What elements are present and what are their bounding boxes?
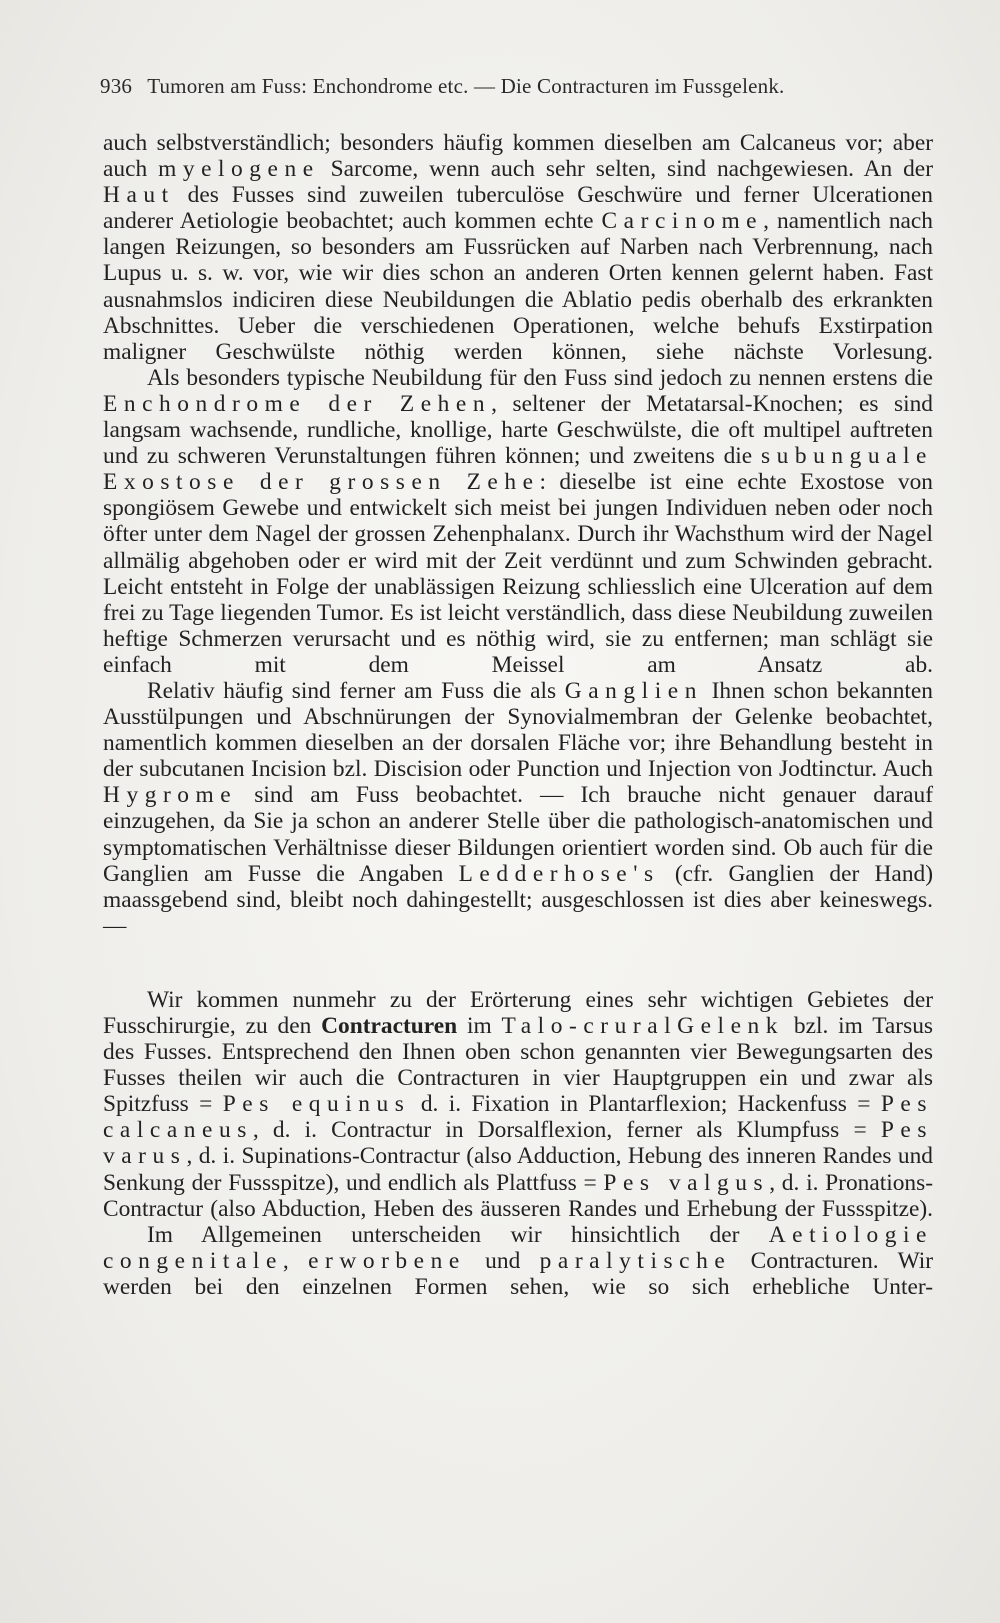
text-run: Ihnen schon bekannten Ausstülpungen und Abschnürungen der Synovialmembran der Gelenke beobachtet, namentlich kommen dieselben an der dorsalen Fläche vor; ihre Behandlung besteht in der subcutanen Incision bzl. Discision oder Punction und Injection von Jodtinctur. Auch [103, 677, 933, 783]
text-run: Relativ häufig sind ferner am Fuss die als [147, 677, 565, 704]
text-run: Als besonders typische Neubildung für den Fuss sind jedoch zu nennen erstens die [147, 364, 933, 391]
running-header [100, 74, 930, 99]
spaced-term: erworbene [308, 1247, 466, 1274]
text-run: (cfr. Ganglien der Hand) maassgebend sind, bleibt noch dahingestellt; ausgeschlossen ist dies aber keineswegs. — [103, 860, 933, 939]
text-run: bzl. im Tarsus des Fusses. Entsprechend den Ihnen oben schon genannten vier Bewegungsarten des Fusses theilen wir auch die Contracturen in vier Hauptgruppen ein und zwar als Spitzfuss = [103, 1013, 933, 1118]
bold-term: Contracturen [321, 1013, 458, 1039]
text-run: , namentlich nach langen Reizungen, so besonders am Fussrücken auf Narben nach Verbrennung, nach Lupus u. s. w. vor, wie wir dies schon an anderen Orten kennen gelernt haben. Fast ausnahmslos indiciren diese Neubildungen die Ablatio pedis oberhalb des erkrankten Abschnittes. Ueber die verschiedenen Operationen, welche behufs Exstirpation maligner Geschwülste nöthig werden können, siehe nächste Vorlesung. [103, 208, 933, 365]
paragraph-contracturen [103, 987, 933, 1222]
spaced-term: Pes valgus [603, 1169, 770, 1196]
text-run: im [457, 1013, 502, 1039]
spaced-term: Ledderhose's [458, 860, 660, 887]
text-run: sind am Fuss beobachtet. — Ich brauche nicht genauer darauf einzugehen, da Sie ja schon an anderer Stelle über die pathologisch-anatomischen und symptomatischen Verhältnisse dieser Bildungen orientiert worden sind. Ob auch für die Ganglien am Fusse die Angaben [103, 782, 933, 887]
text-run: , d. i. Contractur in Dorsalflexion, ferner als Klumpfuss = [252, 1117, 881, 1144]
text-run: Im Allgemeinen unterscheiden wir hinsichtlich der [147, 1221, 769, 1248]
text-run: , d. i. Supinations-Contractur (also Adduction, Hebung des inneren Randes und Senkung der Fussspitze), und endlich als Plattfuss = [103, 1143, 933, 1196]
spaced-term: Talo-cruralGelenk [501, 1013, 785, 1039]
text-run: , seltener der Metatarsal-Knochen; es sind langsam wachsende, rundliche, knollige, harte Geschwülste, die oft multipel auftreten und zu schweren Verunstaltungen führen können; und zweitens die [103, 390, 933, 470]
text-run: , [282, 1247, 309, 1274]
section-gap [103, 939, 933, 987]
spaced-term: Pes varus [103, 1117, 933, 1170]
spaced-term: paralytische [539, 1247, 732, 1274]
spaced-term: subunguale Exostose der grossen Zehe [103, 443, 933, 496]
text-run: auch selbstverständlich; besonders häufig kommen dieselben am Calcaneus vor; aber auch [103, 130, 933, 183]
paragraph-aetiologie [103, 1222, 933, 1300]
paragraph-enchondrome [103, 365, 933, 678]
spaced-term: Enchondrome der Zehen [103, 390, 492, 417]
running-title: Tumoren am Fuss: Enchondrome etc. — Die Contracturen im Fussgelenk. [147, 74, 785, 98]
paragraph-tumors [103, 130, 933, 365]
spaced-term: myelogene [158, 156, 320, 183]
spaced-term: Aetiologie congenitale [103, 1221, 933, 1274]
spaced-term: Pes calcaneus [103, 1091, 934, 1144]
text-run: , d. i. Pronations-Contractur (also Abduction, Heben des äusseren Randes und Erhebung der Fussspitze). [103, 1169, 934, 1222]
text-run: Wir kommen nunmehr zu der Erörterung eines sehr wichtigen Gebietes der Fusschirurgie, zu den [103, 986, 933, 1039]
spaced-term: Pes equinus [222, 1091, 411, 1118]
text-run: und [465, 1247, 540, 1274]
page-number: 936 [100, 74, 133, 98]
spaced-term: Ganglien [564, 677, 703, 704]
spaced-term: Carcinome [601, 208, 764, 235]
text-run: d. i. Fixation in Plantarflexion; Hackenfuss = [410, 1091, 881, 1118]
body-text [103, 130, 933, 1300]
text-run: Contracturen. Wir werden bei den einzelnen Formen sehen, wie so sich erhebliche Unter- [103, 1247, 933, 1300]
spaced-term: Hygrome [103, 782, 238, 809]
text-run: des Fusses sind zuweilen tuberculöse Geschwüre und ferner Ulcerationen anderer Aetiologie beobachtet; auch kommen echte [103, 182, 933, 235]
paragraph-ganglien [103, 678, 933, 939]
spaced-term: Haut [103, 182, 175, 209]
text-run: : dieselbe ist eine echte Exostose von spongiösem Gewebe und entwickelt sich meist bei jungen Individuen neben oder noch öfter unter dem Nagel der grossen Zehenphalanx. Durch ihr Wachsthum wird der Nagel allmälig abgehoben oder er wird mit der Zeit verdünnt und zum Schwinden gebracht. Leicht entsteht in Folge der unablässigen Reizung schliesslich eine Ulceration auf dem frei zu Tage liegenden Tumor. Es ist leicht verständlich, dass diese Neubildung zuweilen heftige Schmerzen verursacht und es nöthig wird, sie zu entfernen; man schlägt sie einfach mit dem Meissel am Ansatz ab. [103, 469, 933, 678]
text-run: Sarcome, wenn auch sehr selten, sind nachgewiesen. An der [319, 156, 933, 183]
